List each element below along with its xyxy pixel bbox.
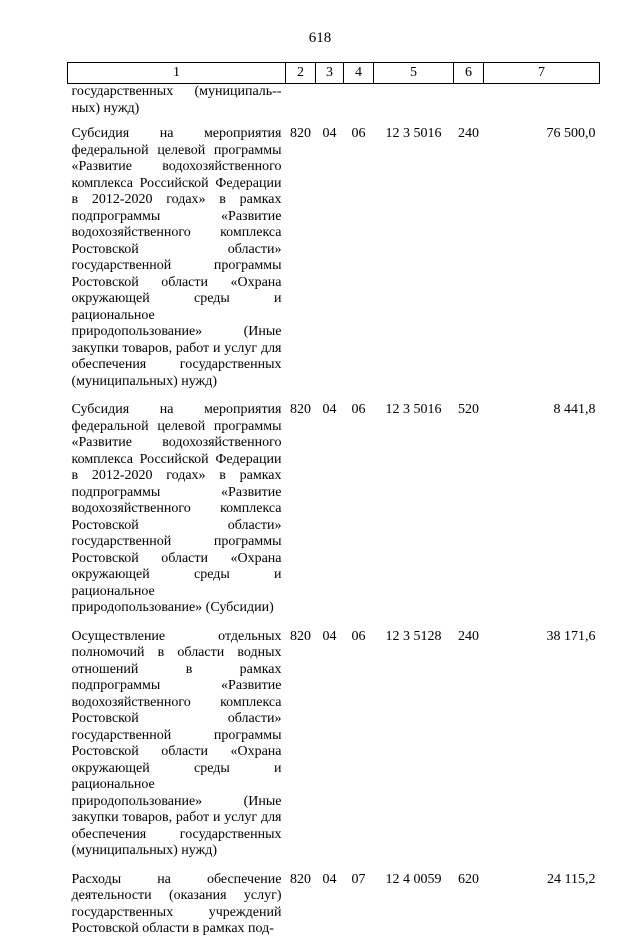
row-description: Осуществление отдельных полномочий в области водных отношений в рамках подпрограммы «Развитие водохозяйственного комплекса Ростовской области» государственной программы Ростовской области «Охрана окружающей среды и рациональное природопользование» (Иные закупки товаров, работ и услуг для обеспечения государственных (муниципальных) нужд): [71, 628, 282, 858]
table-row-continuation: [68, 84, 600, 125]
header-col-6: 6: [454, 63, 484, 84]
row-description: Субсидия на мероприятия федеральной целевой программы «Развитие водохозяйственного комплекса Российской Федерации в 2012-2020 годах» в рамках подпрограммы «Развитие водохозяйственного комплекса Ростовской области» государственной программы Ростовской области «Охрана окружающей среды и рациональное природопользование» (Иные закупки товаров, работ и услуг для обеспечения государственных (муниципальных) нужд): [71, 126, 282, 389]
row-amount: 8 441,8: [553, 402, 596, 417]
row-section-code: 04: [322, 126, 337, 141]
header-col-7: 7: [484, 63, 600, 84]
row-target-code: 12 3 5016: [385, 126, 442, 141]
row-ministry-code: 820: [290, 628, 311, 644]
header-col-5: 5: [374, 63, 454, 84]
row-section-code: 04: [322, 628, 337, 644]
row-amount: 24 115,2: [547, 871, 596, 887]
row-description: государственных (муниципаль-ных) нужд): [71, 84, 282, 116]
row-expense-type: 240: [458, 126, 479, 141]
header-col-3: 3: [316, 63, 344, 84]
row-target-code: 12 4 0059: [385, 871, 442, 887]
row-expense-type: 620: [458, 871, 479, 887]
header-col-2: 2: [286, 63, 316, 84]
row-section-code: 04: [322, 402, 337, 417]
page-number: 618: [308, 30, 332, 46]
row-subsection-code: 06: [351, 402, 366, 417]
row-description: Субсидия на мероприятия федеральной целевой программы «Развитие водохозяйственного комплекса Российской Федерации в 2012-2020 годах» в рамках подпрограммы «Развитие водохозяйственного комплекса Ростовской области» государственной программы Ростовской области «Охрана окружающей среды и рациональное природопользование» (Субсидии): [71, 402, 282, 615]
header-col-4: 4: [344, 63, 374, 84]
table-row: [68, 400, 600, 627]
table-row: [68, 627, 600, 870]
row-amount: 76 500,0: [546, 126, 596, 141]
row-subsection-code: 06: [351, 126, 366, 141]
row-amount: 38 171,6: [546, 628, 596, 644]
row-target-code: 12 3 5128: [385, 628, 442, 644]
header-col-1: 1: [68, 63, 286, 84]
row-expense-type: 240: [458, 628, 479, 644]
row-ministry-code: 820: [290, 402, 311, 417]
row-ministry-code: 820: [290, 871, 311, 887]
row-target-code: 12 3 5016: [385, 402, 442, 417]
row-subsection-code: 06: [351, 628, 366, 644]
row-description: Расходы на обеспечение деятельности (оказания услуг) государственных учреждений Ростовской области в рамках под-: [71, 871, 282, 936]
table-row: [68, 124, 600, 400]
budget-table: [67, 62, 600, 948]
row-section-code: 04: [322, 871, 337, 887]
row-subsection-code: 07: [351, 871, 366, 887]
table-row: [68, 870, 600, 948]
row-ministry-code: 820: [290, 126, 311, 141]
table-header-row: [68, 63, 600, 84]
row-expense-type: 520: [458, 402, 479, 417]
